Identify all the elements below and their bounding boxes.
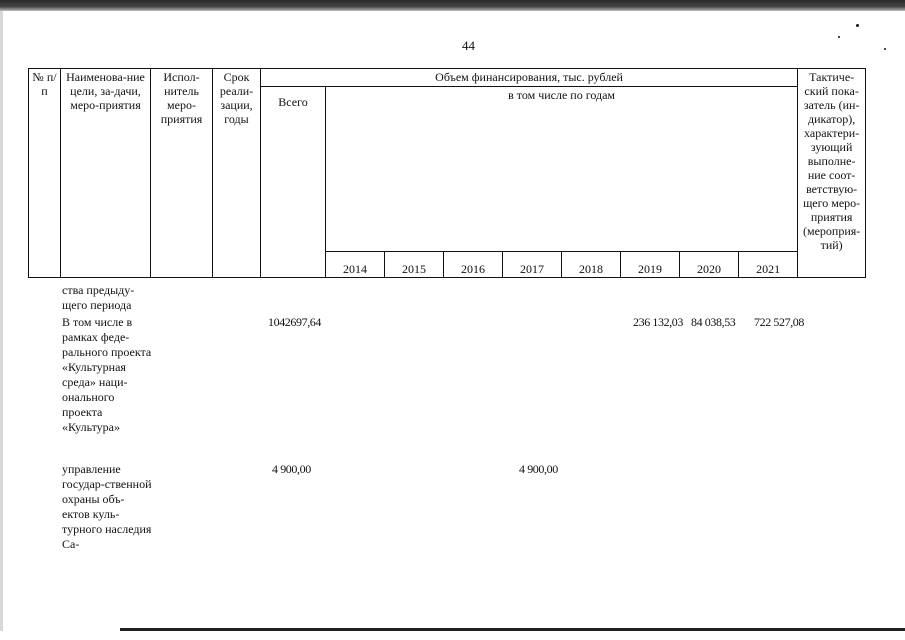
- scan-left-edge: [0, 11, 3, 631]
- year-header: 2018: [562, 252, 621, 278]
- row-name-state-protection: управление государ-ственной охраны объ-ектов куль-турного наследия Са-: [62, 462, 152, 551]
- year-header: 2015: [385, 252, 444, 278]
- col-total-header: Всего: [261, 87, 326, 278]
- scan-speck: [884, 48, 886, 50]
- col-name-header: Наименова-ние цели, за-дачи, меро-приятия: [61, 69, 151, 278]
- year-header: 2021: [739, 252, 798, 278]
- col-indicator-header: Тактиче-ский пока-затель (ин-дикатор), характери-зующий выполне-ние соот-ветствую-щего меро-приятия (мероприя-тий): [798, 69, 866, 278]
- col-funding-header: Объем финансирования, тыс. рублей: [261, 69, 798, 87]
- col-executor-header: Испол-нитель меро-приятия: [151, 69, 213, 278]
- funding-table-header: [28, 68, 866, 278]
- year-header: 2014: [326, 252, 385, 278]
- row-2017-value: 4 900,00: [519, 462, 558, 476]
- page-number: 44: [462, 38, 475, 53]
- col-term-header: Срок реали-зации, годы: [213, 69, 261, 278]
- year-header: 2020: [680, 252, 739, 278]
- year-header: 2016: [444, 252, 503, 278]
- year-header: 2019: [621, 252, 680, 278]
- row-2021-value: 722 527,08: [754, 315, 805, 329]
- scan-top-edge: [0, 0, 905, 11]
- year-header: 2017: [503, 252, 562, 278]
- scan-speck: [856, 24, 859, 27]
- col-number-header: № п/п: [29, 69, 61, 278]
- row-2020-value: 84 038,53: [691, 315, 736, 329]
- scan-bottom-edge: [120, 628, 905, 631]
- col-by-years-header: в том числе по годам: [326, 87, 798, 252]
- row-name-federal-project: В том числе в рамках феде-рального проекта «Культурная среда» наци-онального проекта «Культура»: [62, 315, 152, 434]
- row-total-value: 1042697,64: [268, 315, 322, 329]
- row-total-value: 4 900,00: [272, 462, 311, 476]
- row-2019-value: 236 132,03: [633, 315, 684, 329]
- row-name-continued: ства предыду-щего периода: [62, 283, 135, 312]
- scan-speck: [838, 36, 840, 38]
